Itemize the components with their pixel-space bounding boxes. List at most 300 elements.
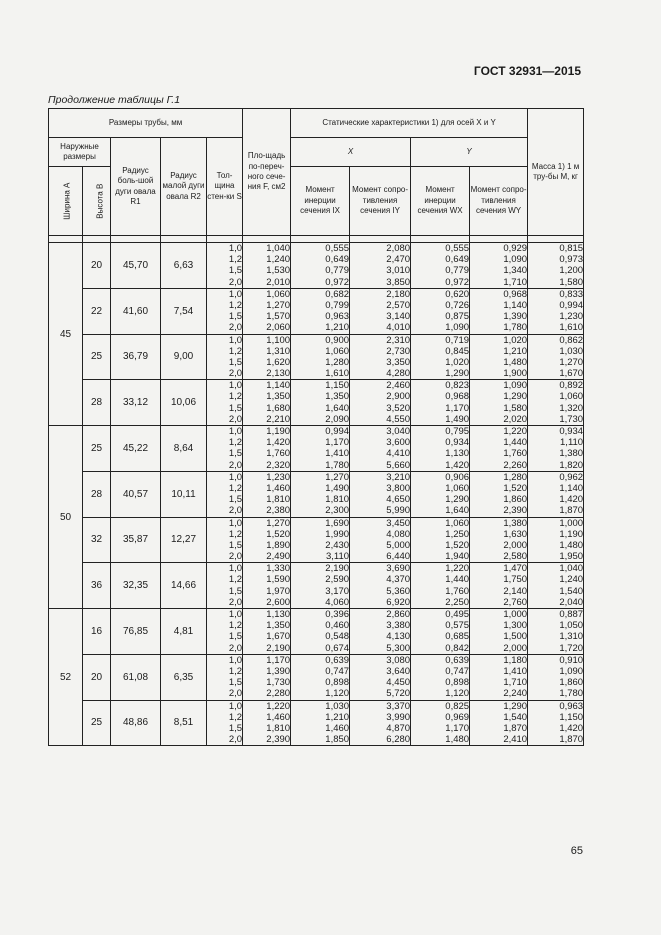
wx-value: 0,823 bbox=[445, 380, 470, 392]
s-value: 1,5 bbox=[228, 585, 243, 597]
wx-value: 0,779 bbox=[445, 265, 470, 277]
table-row bbox=[49, 334, 584, 380]
m-value: 0,887 bbox=[559, 609, 584, 620]
wy-value: 1,580 bbox=[503, 402, 528, 414]
f-value: 1,220 bbox=[266, 700, 291, 712]
s-value: 1,5 bbox=[228, 722, 243, 734]
m-value: 1,780 bbox=[559, 688, 584, 700]
ix-value: 2,590 bbox=[325, 574, 350, 586]
wy-value: 1,090 bbox=[503, 254, 528, 266]
table-row bbox=[49, 288, 584, 334]
ix-value: 3,170 bbox=[325, 585, 350, 597]
s-value: 1,5 bbox=[228, 677, 243, 689]
ix-value: 1,350 bbox=[325, 391, 350, 403]
m-value: 1,870 bbox=[559, 505, 584, 517]
f-value: 1,730 bbox=[266, 677, 291, 689]
ix-value: 1,610 bbox=[325, 368, 350, 380]
iy-cell bbox=[350, 426, 411, 472]
r1-cell: 32,35 bbox=[111, 563, 161, 609]
s-value: 1,5 bbox=[228, 265, 243, 277]
iy-value: 2,860 bbox=[386, 609, 411, 620]
m-value: 0,833 bbox=[559, 288, 584, 300]
wy-cell bbox=[470, 654, 528, 700]
wy-value: 1,180 bbox=[503, 654, 528, 666]
wx-value: 0,875 bbox=[445, 311, 470, 323]
s-value: 1,5 bbox=[228, 631, 243, 643]
wy-value: 1,470 bbox=[503, 563, 528, 575]
s-cell bbox=[207, 563, 243, 609]
wy-cell bbox=[470, 288, 528, 334]
iy-cell bbox=[350, 334, 411, 380]
ix-value: 0,963 bbox=[325, 311, 350, 323]
iy-value: 5,720 bbox=[386, 688, 411, 700]
s-cell bbox=[207, 426, 243, 472]
r2-cell: 8,51 bbox=[161, 700, 207, 746]
iy-value: 3,800 bbox=[386, 482, 411, 494]
wx-value: 1,060 bbox=[445, 482, 470, 494]
ix-value: 0,396 bbox=[325, 609, 350, 620]
f-value: 2,210 bbox=[266, 413, 291, 425]
b-cell: 20 bbox=[83, 243, 111, 289]
r2-cell: 6,63 bbox=[161, 243, 207, 289]
s-value: 1,0 bbox=[228, 471, 243, 483]
wx-value: 0,649 bbox=[445, 254, 470, 266]
f-value: 1,670 bbox=[266, 631, 291, 643]
m-value: 1,050 bbox=[559, 620, 584, 632]
wy-value: 1,410 bbox=[503, 665, 528, 677]
b-cell: 22 bbox=[83, 288, 111, 334]
s-value: 1,0 bbox=[228, 243, 243, 254]
ix-cell bbox=[291, 243, 350, 289]
wy-value: 1,290 bbox=[503, 700, 528, 712]
f-value: 1,240 bbox=[266, 254, 291, 266]
s-value: 1,0 bbox=[228, 380, 243, 392]
f-value: 2,490 bbox=[266, 551, 291, 563]
wy-value: 1,300 bbox=[503, 620, 528, 632]
s-value: 1,2 bbox=[228, 620, 243, 632]
m-value: 1,230 bbox=[559, 311, 584, 323]
s-value: 1,0 bbox=[228, 334, 243, 346]
ix-value: 0,548 bbox=[325, 631, 350, 643]
f-cell bbox=[243, 654, 291, 700]
wx-value: 1,170 bbox=[445, 402, 470, 414]
header-inertia-y: Момент инерции сечения WX bbox=[411, 167, 470, 236]
iy-value: 4,370 bbox=[386, 574, 411, 586]
wy-value: 2,140 bbox=[503, 585, 528, 597]
iy-value: 2,470 bbox=[386, 254, 411, 266]
ix-value: 0,972 bbox=[325, 276, 350, 288]
m-value: 0,963 bbox=[559, 700, 584, 712]
ix-value: 0,649 bbox=[325, 254, 350, 266]
wy-cell bbox=[470, 517, 528, 563]
wx-cell bbox=[411, 288, 470, 334]
iy-cell bbox=[350, 288, 411, 334]
ix-value: 1,490 bbox=[325, 482, 350, 494]
ix-value: 0,900 bbox=[325, 334, 350, 346]
iy-value: 2,460 bbox=[386, 380, 411, 392]
wy-value: 2,000 bbox=[503, 642, 528, 654]
f-value: 1,270 bbox=[266, 299, 291, 311]
ix-value: 0,460 bbox=[325, 620, 350, 632]
iy-value: 4,450 bbox=[386, 677, 411, 689]
b-cell: 25 bbox=[83, 700, 111, 746]
f-value: 2,010 bbox=[266, 276, 291, 288]
m-value: 1,870 bbox=[559, 734, 584, 746]
wy-cell bbox=[470, 334, 528, 380]
wx-value: 0,968 bbox=[445, 391, 470, 403]
wy-cell bbox=[470, 563, 528, 609]
wy-value: 1,710 bbox=[503, 677, 528, 689]
f-value: 1,570 bbox=[266, 311, 291, 323]
iy-cell bbox=[350, 609, 411, 655]
wy-value: 1,280 bbox=[503, 471, 528, 483]
wy-value: 2,240 bbox=[503, 688, 528, 700]
iy-cell bbox=[350, 563, 411, 609]
f-value: 1,190 bbox=[266, 426, 291, 437]
wx-cell bbox=[411, 334, 470, 380]
wy-value: 0,929 bbox=[503, 243, 528, 254]
s-value: 1,0 bbox=[228, 563, 243, 575]
f-cell bbox=[243, 288, 291, 334]
wx-cell bbox=[411, 243, 470, 289]
iy-value: 5,660 bbox=[386, 459, 411, 471]
s-value: 2,0 bbox=[228, 368, 243, 380]
f-value: 1,460 bbox=[266, 482, 291, 494]
ix-cell bbox=[291, 426, 350, 472]
s-value: 2,0 bbox=[228, 596, 243, 608]
wx-value: 0,795 bbox=[445, 426, 470, 437]
header-static: Статические характеристики 1) для осей X и Y bbox=[291, 109, 528, 138]
wx-value: 1,120 bbox=[445, 688, 470, 700]
m-cell bbox=[528, 426, 584, 472]
m-value: 1,190 bbox=[559, 528, 584, 540]
s-cell bbox=[207, 517, 243, 563]
m-value: 0,994 bbox=[559, 299, 584, 311]
wx-value: 1,520 bbox=[445, 539, 470, 551]
r1-cell: 33,12 bbox=[111, 380, 161, 426]
header-axis-y: Y bbox=[411, 138, 528, 167]
ix-value: 0,682 bbox=[325, 288, 350, 300]
f-value: 1,420 bbox=[266, 437, 291, 449]
ix-cell bbox=[291, 334, 350, 380]
ix-value: 3,110 bbox=[325, 551, 350, 563]
wx-value: 1,250 bbox=[445, 528, 470, 540]
m-value: 1,110 bbox=[560, 437, 584, 449]
m-value: 1,040 bbox=[559, 563, 584, 575]
wy-value: 1,140 bbox=[503, 299, 528, 311]
f-value: 1,460 bbox=[266, 711, 291, 723]
f-value: 2,060 bbox=[266, 322, 291, 334]
m-value: 1,540 bbox=[559, 585, 584, 597]
s-cell bbox=[207, 288, 243, 334]
wy-value: 1,780 bbox=[503, 322, 528, 334]
f-cell bbox=[243, 700, 291, 746]
wy-value: 2,410 bbox=[503, 734, 528, 746]
wx-value: 1,290 bbox=[445, 494, 470, 506]
iy-value: 3,380 bbox=[386, 620, 411, 632]
iy-value: 2,570 bbox=[386, 299, 411, 311]
iy-value: 4,280 bbox=[386, 368, 411, 380]
m-value: 1,320 bbox=[559, 402, 584, 414]
s-cell bbox=[207, 380, 243, 426]
s-value: 2,0 bbox=[228, 642, 243, 654]
m-cell bbox=[528, 380, 584, 426]
header-height-b: Высота B bbox=[83, 167, 111, 236]
table-body bbox=[49, 236, 584, 746]
f-value: 2,380 bbox=[266, 505, 291, 517]
iy-value: 2,730 bbox=[386, 345, 411, 357]
wy-value: 1,390 bbox=[503, 311, 528, 323]
r2-cell: 4,81 bbox=[161, 609, 207, 655]
ix-value: 2,300 bbox=[325, 505, 350, 517]
iy-value: 2,080 bbox=[386, 243, 411, 254]
r1-cell: 61,08 bbox=[111, 654, 161, 700]
m-value: 1,140 bbox=[559, 482, 584, 494]
iy-value: 4,870 bbox=[386, 722, 411, 734]
iy-value: 3,640 bbox=[386, 665, 411, 677]
m-value: 1,310 bbox=[559, 631, 584, 643]
width-a-cell: 52 bbox=[49, 609, 83, 746]
wy-value: 1,750 bbox=[503, 574, 528, 586]
m-value: 1,200 bbox=[559, 265, 584, 277]
f-cell bbox=[243, 517, 291, 563]
m-value: 1,030 bbox=[559, 345, 584, 357]
iy-value: 3,990 bbox=[386, 711, 411, 723]
header-outer-sizes: Наружные размеры bbox=[49, 138, 111, 167]
s-value: 1,2 bbox=[228, 574, 243, 586]
wy-value: 1,340 bbox=[503, 265, 528, 277]
m-value: 1,240 bbox=[559, 574, 584, 586]
wy-cell bbox=[470, 609, 528, 655]
wx-cell bbox=[411, 700, 470, 746]
spacer-cell bbox=[470, 236, 528, 243]
s-value: 1,5 bbox=[228, 402, 243, 414]
wx-value: 0,726 bbox=[445, 299, 470, 311]
standard-title: ГОСТ 32931—2015 bbox=[473, 64, 581, 78]
spacer-cell bbox=[161, 236, 207, 243]
iy-value: 5,000 bbox=[386, 539, 411, 551]
r1-cell: 35,87 bbox=[111, 517, 161, 563]
r2-cell: 10,11 bbox=[161, 471, 207, 517]
wx-value: 0,747 bbox=[445, 665, 470, 677]
m-value: 1,670 bbox=[559, 368, 584, 380]
ix-cell bbox=[291, 288, 350, 334]
m-cell bbox=[528, 700, 584, 746]
iy-cell bbox=[350, 471, 411, 517]
s-value: 1,2 bbox=[228, 665, 243, 677]
f-value: 1,680 bbox=[266, 402, 291, 414]
s-value: 1,2 bbox=[228, 437, 243, 449]
iy-value: 3,370 bbox=[386, 700, 411, 712]
m-value: 1,420 bbox=[559, 494, 584, 506]
m-value: 1,950 bbox=[559, 551, 584, 563]
wy-value: 1,870 bbox=[503, 722, 528, 734]
header-area: Пло-щадь по-переч-ного сече-ния F, см2 bbox=[243, 109, 291, 236]
s-cell bbox=[207, 471, 243, 517]
s-value: 1,0 bbox=[228, 517, 243, 529]
wx-value: 0,620 bbox=[445, 288, 470, 300]
wx-value: 1,130 bbox=[445, 448, 470, 460]
wx-value: 0,639 bbox=[445, 654, 470, 666]
iy-value: 3,010 bbox=[386, 265, 411, 277]
m-value: 1,060 bbox=[559, 391, 584, 403]
m-value: 1,860 bbox=[559, 677, 584, 689]
wy-value: 1,710 bbox=[503, 276, 528, 288]
m-cell bbox=[528, 288, 584, 334]
s-value: 1,2 bbox=[228, 254, 243, 266]
wy-value: 2,020 bbox=[503, 413, 528, 425]
wx-value: 0,906 bbox=[445, 471, 470, 483]
iy-value: 3,850 bbox=[386, 276, 411, 288]
ix-value: 2,090 bbox=[325, 413, 350, 425]
wy-value: 1,380 bbox=[503, 517, 528, 529]
ix-value: 2,430 bbox=[325, 539, 350, 551]
wx-value: 0,898 bbox=[445, 677, 470, 689]
iy-value: 3,080 bbox=[386, 654, 411, 666]
f-value: 1,350 bbox=[266, 620, 291, 632]
table-row bbox=[49, 243, 584, 289]
m-value: 1,380 bbox=[559, 448, 584, 460]
header-axis-x: X bbox=[291, 138, 411, 167]
spacer-cell bbox=[207, 236, 243, 243]
wx-value: 0,495 bbox=[445, 609, 470, 620]
m-value: 1,150 bbox=[559, 711, 584, 723]
m-value: 0,910 bbox=[559, 654, 584, 666]
wx-value: 2,250 bbox=[445, 596, 470, 608]
f-value: 1,810 bbox=[266, 494, 291, 506]
ix-value: 4,060 bbox=[325, 596, 350, 608]
wy-value: 1,020 bbox=[503, 334, 528, 346]
wy-value: 1,900 bbox=[503, 368, 528, 380]
ix-value: 1,640 bbox=[325, 402, 350, 414]
r2-cell: 14,66 bbox=[161, 563, 207, 609]
m-cell bbox=[528, 563, 584, 609]
f-value: 2,320 bbox=[266, 459, 291, 471]
iy-value: 4,550 bbox=[386, 413, 411, 425]
wy-value: 1,630 bbox=[503, 528, 528, 540]
spacer-cell bbox=[243, 236, 291, 243]
wx-value: 1,170 bbox=[445, 722, 470, 734]
header-mass: Масса 1) 1 м тру-бы M, кг bbox=[528, 109, 584, 236]
ix-cell bbox=[291, 563, 350, 609]
s-cell bbox=[207, 700, 243, 746]
b-cell: 28 bbox=[83, 380, 111, 426]
b-cell: 25 bbox=[83, 334, 111, 380]
s-value: 1,2 bbox=[228, 299, 243, 311]
iy-value: 2,180 bbox=[386, 288, 411, 300]
iy-cell bbox=[350, 517, 411, 563]
header-resist-y: Момент сопро-тивления сечения WY bbox=[470, 167, 528, 236]
m-value: 1,000 bbox=[559, 517, 584, 529]
wy-value: 2,000 bbox=[503, 539, 528, 551]
b-cell: 32 bbox=[83, 517, 111, 563]
s-value: 1,2 bbox=[228, 482, 243, 494]
spacer-cell bbox=[528, 236, 584, 243]
ix-cell bbox=[291, 517, 350, 563]
ix-value: 0,639 bbox=[325, 654, 350, 666]
f-value: 1,350 bbox=[266, 391, 291, 403]
m-value: 0,962 bbox=[559, 471, 584, 483]
f-value: 2,600 bbox=[266, 596, 291, 608]
s-cell bbox=[207, 243, 243, 289]
m-value: 2,040 bbox=[559, 596, 584, 608]
ix-cell bbox=[291, 700, 350, 746]
s-value: 2,0 bbox=[228, 322, 243, 334]
s-value: 1,2 bbox=[228, 711, 243, 723]
ix-value: 1,780 bbox=[325, 459, 350, 471]
f-cell bbox=[243, 563, 291, 609]
iy-value: 3,450 bbox=[386, 517, 411, 529]
ix-value: 0,555 bbox=[325, 243, 350, 254]
header-thickness: Тол-щина стен-ки S bbox=[207, 138, 243, 236]
ix-cell bbox=[291, 654, 350, 700]
table-caption: Продолжение таблицы Г.1 bbox=[48, 94, 181, 106]
wy-cell bbox=[470, 700, 528, 746]
ix-value: 0,747 bbox=[325, 665, 350, 677]
wx-value: 0,825 bbox=[445, 700, 470, 712]
wx-cell bbox=[411, 609, 470, 655]
m-value: 1,480 bbox=[559, 539, 584, 551]
wx-cell bbox=[411, 517, 470, 563]
wx-value: 1,220 bbox=[445, 563, 470, 575]
wy-cell bbox=[470, 243, 528, 289]
ix-value: 0,799 bbox=[325, 299, 350, 311]
m-value: 0,892 bbox=[559, 380, 584, 392]
b-cell: 25 bbox=[83, 426, 111, 472]
r1-cell: 48,86 bbox=[111, 700, 161, 746]
s-value: 1,5 bbox=[228, 356, 243, 368]
r2-cell: 10,06 bbox=[161, 380, 207, 426]
ix-cell bbox=[291, 380, 350, 426]
iy-value: 5,360 bbox=[386, 585, 411, 597]
ix-value: 0,898 bbox=[325, 677, 350, 689]
iy-value: 4,410 bbox=[386, 448, 411, 460]
iy-value: 4,010 bbox=[386, 322, 411, 334]
m-cell bbox=[528, 471, 584, 517]
wy-value: 1,440 bbox=[503, 437, 528, 449]
m-cell bbox=[528, 609, 584, 655]
ix-value: 1,460 bbox=[325, 722, 350, 734]
r2-cell: 8,64 bbox=[161, 426, 207, 472]
ix-value: 0,779 bbox=[325, 265, 350, 277]
f-cell bbox=[243, 380, 291, 426]
s-value: 1,5 bbox=[228, 448, 243, 460]
b-cell: 20 bbox=[83, 654, 111, 700]
f-value: 1,310 bbox=[266, 345, 291, 357]
s-value: 2,0 bbox=[228, 459, 243, 471]
wx-value: 0,845 bbox=[445, 345, 470, 357]
wy-value: 1,000 bbox=[503, 609, 528, 620]
m-cell bbox=[528, 243, 584, 289]
wx-value: 0,972 bbox=[445, 276, 470, 288]
iy-cell bbox=[350, 654, 411, 700]
spacer-cell bbox=[83, 236, 111, 243]
s-value: 2,0 bbox=[228, 688, 243, 700]
wx-value: 1,290 bbox=[445, 368, 470, 380]
s-value: 1,2 bbox=[228, 345, 243, 357]
wx-value: 1,760 bbox=[445, 585, 470, 597]
f-value: 1,620 bbox=[266, 356, 291, 368]
f-value: 2,190 bbox=[266, 642, 291, 654]
wy-value: 1,860 bbox=[503, 494, 528, 506]
f-value: 1,270 bbox=[266, 517, 291, 529]
iy-value: 6,440 bbox=[386, 551, 411, 563]
s-value: 1,2 bbox=[228, 528, 243, 540]
wx-value: 0,575 bbox=[445, 620, 470, 632]
f-value: 1,170 bbox=[266, 654, 291, 666]
page-number: 65 bbox=[570, 845, 583, 857]
s-value: 2,0 bbox=[228, 413, 243, 425]
